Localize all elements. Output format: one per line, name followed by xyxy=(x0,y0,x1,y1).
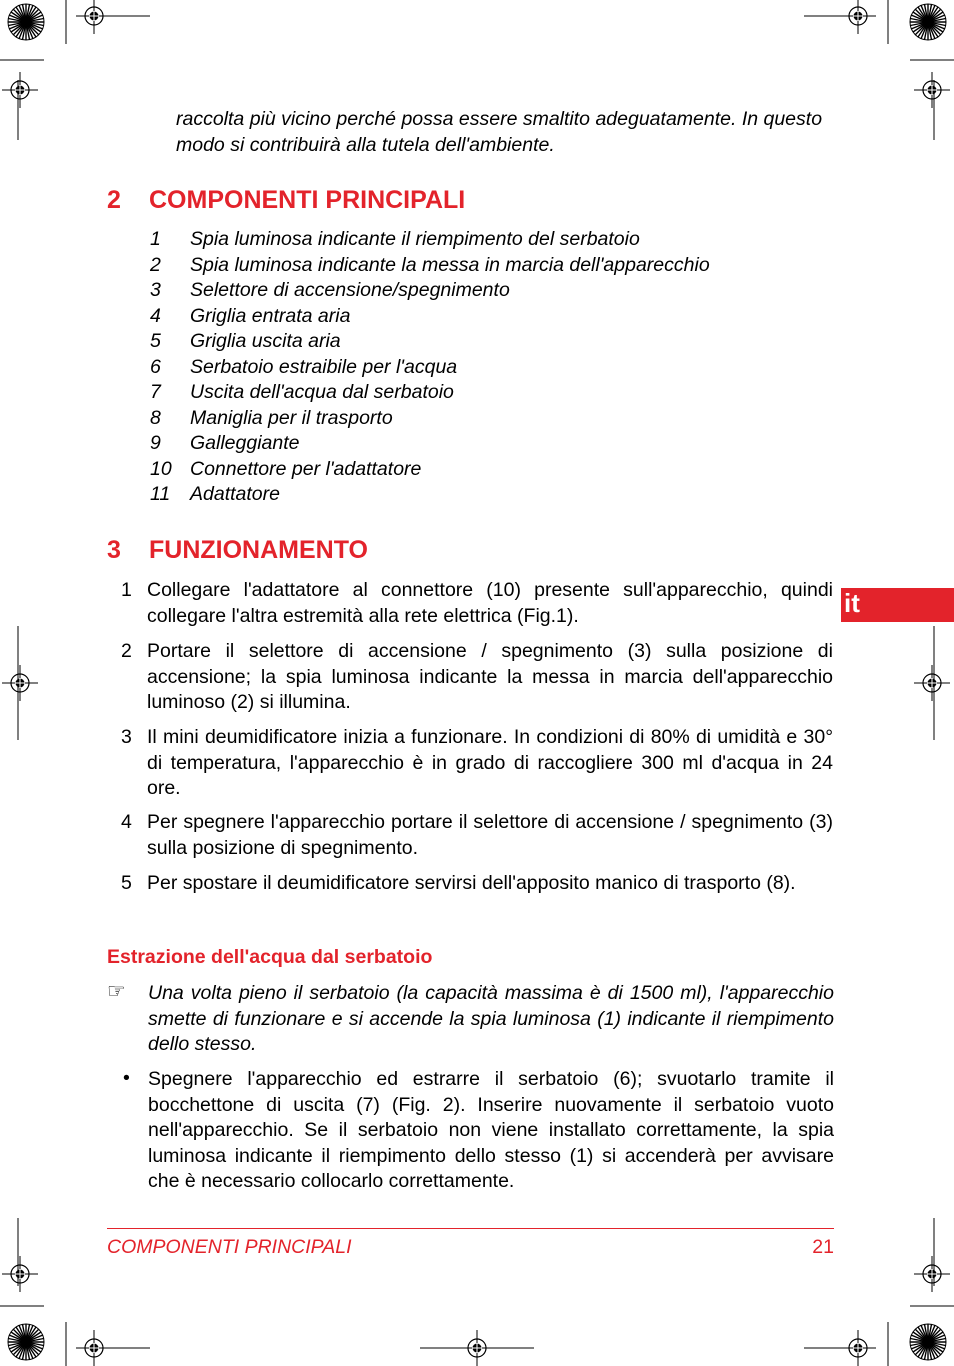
step-item: 4 Per spegnere l'apparecchio portare il selettore di accensione / spegnimento (3) sulla posizione di spegnimento. xyxy=(121,811,833,859)
footer-section-name: COMPONENTI PRINCIPALI xyxy=(107,1236,352,1258)
note-text: Una volta pieno il serbatoio (la capacità massima è di 1500 ml), l'apparecchio smette di funzionare e si accende la spia luminosa (1) indicante il riempimento dello stesso. xyxy=(148,982,834,1055)
subsection-title: Estrazione dell'acqua dal serbatoio xyxy=(107,946,433,968)
bullet-icon: • xyxy=(123,1067,130,1089)
step-item: 2 Portare il selettore di accensione / spegnimento (3) sulla posizione di accensione; la spia luminosa indicante la messa in marcia dell'apparecchio luminoso (2) si illumina. xyxy=(121,640,833,713)
language-tab-label: it xyxy=(844,588,860,618)
section-3-number: 3 xyxy=(107,536,121,564)
bullet-text: Spegnere l'apparecchio ed estrarre il serbatoio (6); svuotarlo tramite il bocchettone di uscita (7) (Fig. 2). Inserire nuovamente il serbatoio vuoto nell'apparecchio. Se il serbatoio non viene installato correttamente, la spia luminosa indicante il riempimento dello stesso (1) si accenderà per avvisare che è necessario collocarlo correttamente. xyxy=(148,1068,834,1192)
components-list: 1 Spia luminosa indicante il riempimento del serbatoio 2 Spia luminosa indicante la messa in marcia dell'apparecchio 3 Selettore di accensione/spegnimento 4 Griglia entrata aria 5 Griglia uscita aria 6 Serbatoio estraibile per l'acqua 7 Uscita dell'acqua dal serbatoio 8 Maniglia per il trasporto 9 Galleggiante 10 Connettore per l'adattatore 11 Adattatore xyxy=(150,228,710,505)
section-3-title: FUNZIONAMENTO xyxy=(149,536,368,564)
step-item: 5 Per spostare il deumidificatore servirsi dell'apposito manico di trasporto (8). xyxy=(121,872,796,894)
page-number: 21 xyxy=(812,1236,834,1258)
step-item: 3 Il mini deumidificatore inizia a funzionare. In condizioni di 80% di umidità e 30° di temperatura, l'apparecchio è in grado di raccogliere 300 ml d'acqua in 24 ore. xyxy=(121,726,833,799)
step-item: 1 Collegare l'adattatore al connettore (10) presente sull'apparecchio, quindi collegare l'altra estremità alla rete elettrica (Fig.1). xyxy=(121,579,833,627)
section-2-number: 2 xyxy=(107,186,121,214)
section-2-title: COMPONENTI PRINCIPALI xyxy=(149,186,466,214)
intro-paragraph: raccolta più vicino perché possa essere smaltito adeguatamente. In questo modo si contribuirà alla tutela dell'ambiente. xyxy=(176,108,823,156)
pointing-hand-icon: ☞ xyxy=(107,980,126,1003)
